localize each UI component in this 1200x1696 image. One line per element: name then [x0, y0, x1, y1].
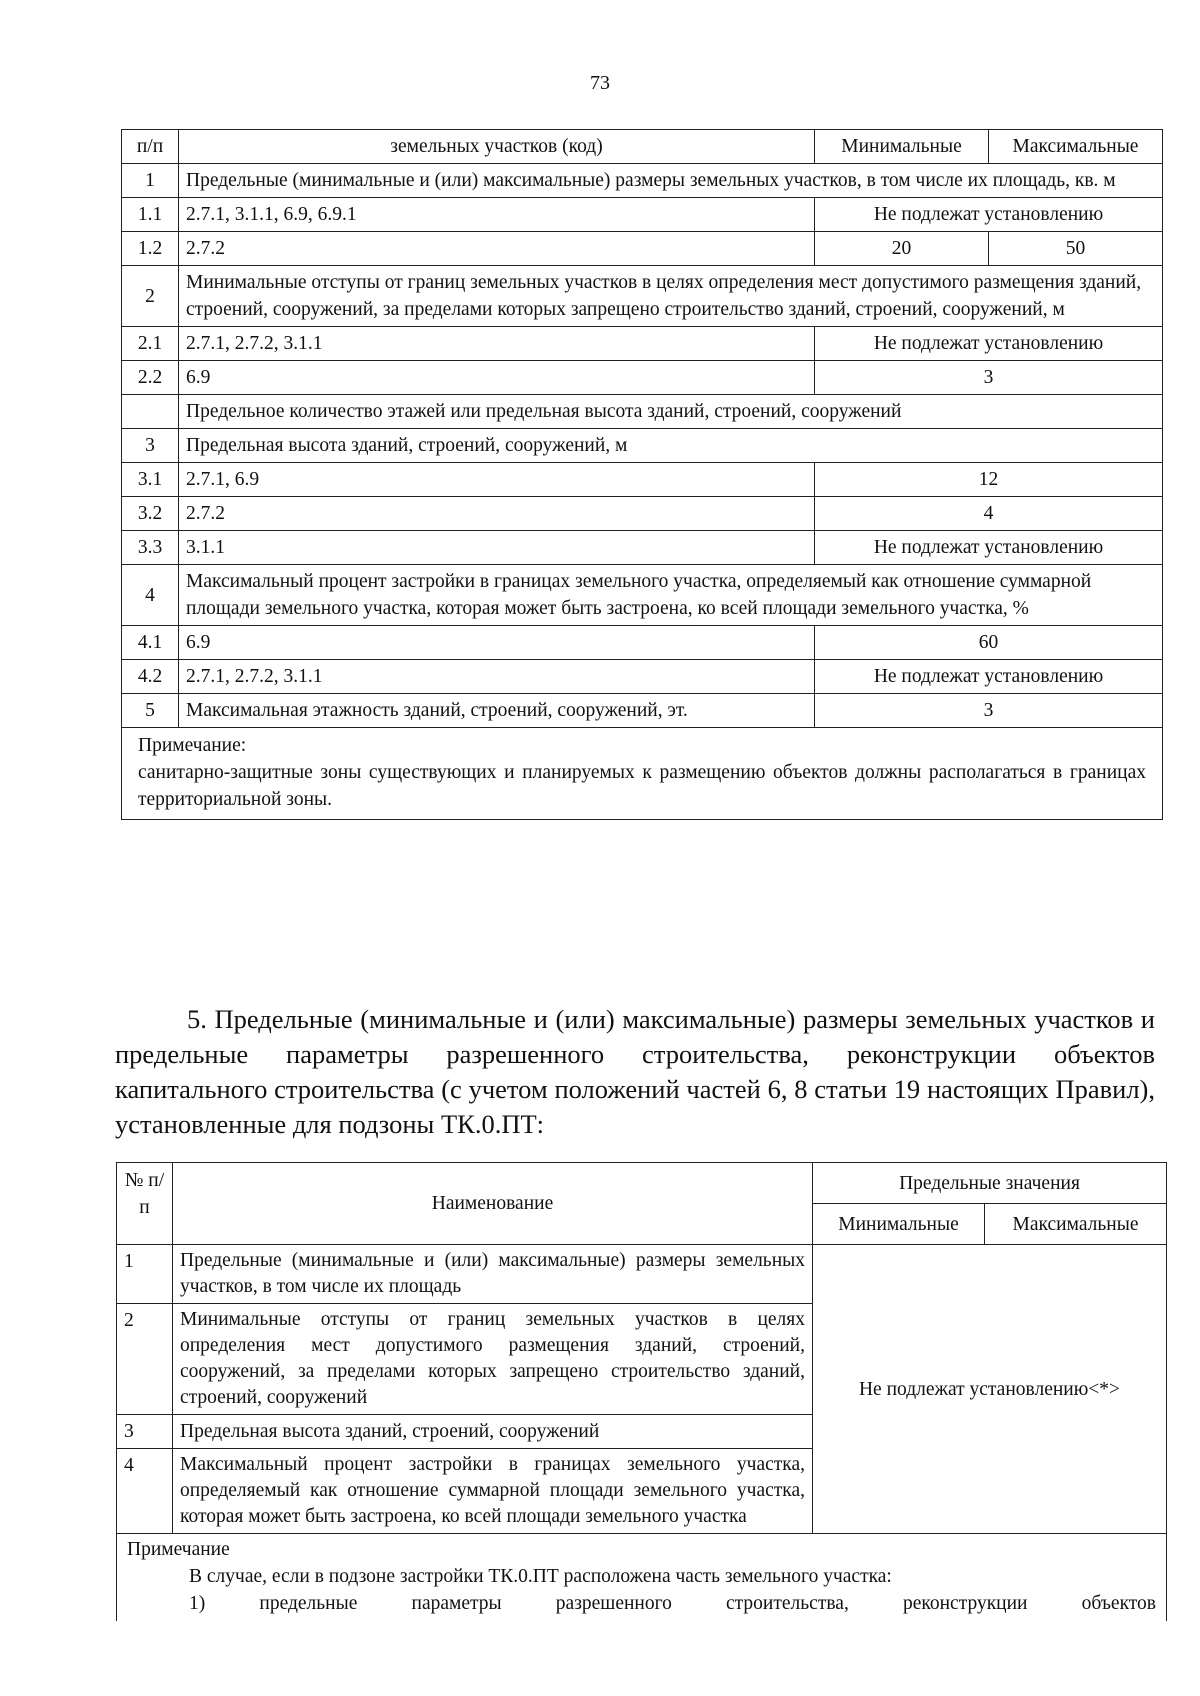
row-codes: 6.9 — [179, 626, 815, 660]
row-codes: 2.7.1, 6.9 — [179, 463, 815, 497]
paragraph-text: 5. Предельные (минимальные и (или) максимальные) размеры земельных участков и предельные параметры разрешенного строительства, реконструкции объектов капитального строительства (с учетом положений частей 6, 8 статьи 19 настоящих Правил), установленные для подзоны ТК.0.ПТ: — [115, 1004, 1155, 1139]
table-row — [122, 626, 1163, 660]
row-num: 4 — [117, 1449, 173, 1534]
table-row — [122, 429, 1163, 463]
row-value: Не подлежат установлению — [815, 660, 1163, 694]
row-num: 4 — [122, 565, 179, 626]
row-value: Не подлежат установлению — [815, 198, 1163, 232]
row-value: 3 — [815, 361, 1163, 395]
header-name: Наименование — [173, 1163, 813, 1245]
row-codes: 3.1.1 — [179, 531, 815, 565]
row-codes: 6.9 — [179, 361, 815, 395]
row-num: 4.1 — [122, 626, 179, 660]
row-text: Предельные (минимальные и (или) максимальные) размеры земельных участков, в том числе их площадь — [173, 1245, 813, 1304]
header-min: Минимальные — [815, 130, 989, 164]
table-row — [122, 660, 1163, 694]
row-num: 2 — [122, 266, 179, 327]
row-value: 3 — [815, 694, 1163, 728]
row-num: 3.3 — [122, 531, 179, 565]
page-number: 73 — [590, 72, 610, 94]
row-num: 2.2 — [122, 361, 179, 395]
row-min: 20 — [815, 232, 989, 266]
row-num: 1.1 — [122, 198, 179, 232]
row-value: Не подлежат установлению — [815, 531, 1163, 565]
table-note — [122, 728, 1163, 820]
table-row — [122, 463, 1163, 497]
row-num: 5 — [122, 694, 179, 728]
row-num — [122, 395, 179, 429]
header-limits: Предельные значения — [813, 1163, 1167, 1204]
header-name: земельных участков (код) — [179, 130, 815, 164]
row-value: Не подлежат установлению — [815, 327, 1163, 361]
table-row — [122, 198, 1163, 232]
note-text: санитарно-защитные зоны существующих и планируемых к размещению объектов должны располагаться в границах территориальной зоны. — [138, 762, 1146, 810]
row-text: Максимальный процент застройки в границах земельного участка, определяемый как отношение суммарной площади земельного участка, которая может быть застроена, ко всей площади земельного участка, % — [179, 565, 1163, 626]
row-codes: 2.7.1, 3.1.1, 6.9, 6.9.1 — [179, 198, 815, 232]
row-max: 50 — [989, 232, 1163, 266]
row-text: Предельное количество этажей или предельная высота зданий, строений, сооружений — [179, 395, 1163, 429]
row-codes: 2.7.1, 2.7.2, 3.1.1 — [179, 660, 815, 694]
table-row — [122, 395, 1163, 429]
row-num: 2.1 — [122, 327, 179, 361]
row-num: 4.2 — [122, 660, 179, 694]
table-note-row — [122, 728, 1163, 820]
row-value: 12 — [815, 463, 1163, 497]
header-max: Максимальные — [985, 1204, 1167, 1245]
subzone-parameters-table — [116, 1162, 1167, 1621]
row-num: 1.2 — [122, 232, 179, 266]
row-text: Предельная высота зданий, строений, сооружений, м — [179, 429, 1163, 463]
zoning-parameters-table — [121, 129, 1163, 820]
table-row — [122, 497, 1163, 531]
row-codes: 2.7.1, 2.7.2, 3.1.1 — [179, 327, 815, 361]
row-num: 1 — [122, 164, 179, 198]
header-min: Минимальные — [813, 1204, 985, 1245]
row-text: Предельная высота зданий, строений, сооружений — [173, 1415, 813, 1449]
note-line: 1) предельные параметры разрешенного строительства, реконструкции объектов — [189, 1593, 1157, 1614]
table-row — [122, 232, 1163, 266]
row-num: 1 — [117, 1245, 173, 1304]
row-text: Минимальные отступы от границ земельных участков в целях определения мест допустимого размещения зданий, строений, сооружений, за пределами которых запрещено строительство зданий, строений, сооружений, м — [179, 266, 1163, 327]
table-row — [122, 531, 1163, 565]
row-value: 60 — [815, 626, 1163, 660]
row-codes: 2.7.2 — [179, 497, 815, 531]
section-paragraph — [115, 1002, 1155, 1142]
table-row — [122, 327, 1163, 361]
note-line: В случае, если в подзоне застройки ТК.0.ПТ расположена часть земельного участка: — [189, 1566, 892, 1587]
row-value: 4 — [815, 497, 1163, 531]
table-row — [122, 164, 1163, 198]
row-num: 3.1 — [122, 463, 179, 497]
table-header-row — [122, 130, 1163, 164]
table-row — [122, 565, 1163, 626]
note-title: Примечание: — [138, 735, 247, 756]
table-header-row — [117, 1163, 1167, 1204]
header-num: п/п — [122, 130, 179, 164]
row-text: Минимальные отступы от границ земельных участков в целях определения мест допустимого размещения зданий, строений, сооружений, за пределами которых запрещено строительство зданий, строений, сооружений — [173, 1304, 813, 1415]
row-text: Максимальный процент застройки в границах земельного участка, определяемый как отношение суммарной площади земельного участка, которая может быть застроена, ко всей площади земельного участка — [173, 1449, 813, 1534]
table-row — [122, 361, 1163, 395]
row-num: 3 — [117, 1415, 173, 1449]
row-num: 3.2 — [122, 497, 179, 531]
row-text: Максимальная этажность зданий, строений, сооружений, эт. — [179, 694, 815, 728]
row-num: 3 — [122, 429, 179, 463]
table-note — [117, 1534, 1167, 1622]
row-codes: 2.7.2 — [179, 232, 815, 266]
row-num: 2 — [117, 1304, 173, 1415]
table-row — [122, 266, 1163, 327]
header-num: № п/п — [117, 1163, 173, 1245]
note-title: Примечание — [127, 1539, 230, 1560]
merged-value: Не подлежат установлению<*> — [813, 1245, 1167, 1534]
header-max: Максимальные — [989, 130, 1163, 164]
row-text: Предельные (минимальные и (или) максимальные) размеры земельных участков, в том числе их площадь, кв. м — [179, 164, 1163, 198]
table-row — [122, 694, 1163, 728]
table-note-row — [117, 1534, 1167, 1622]
table-row — [117, 1245, 1167, 1304]
